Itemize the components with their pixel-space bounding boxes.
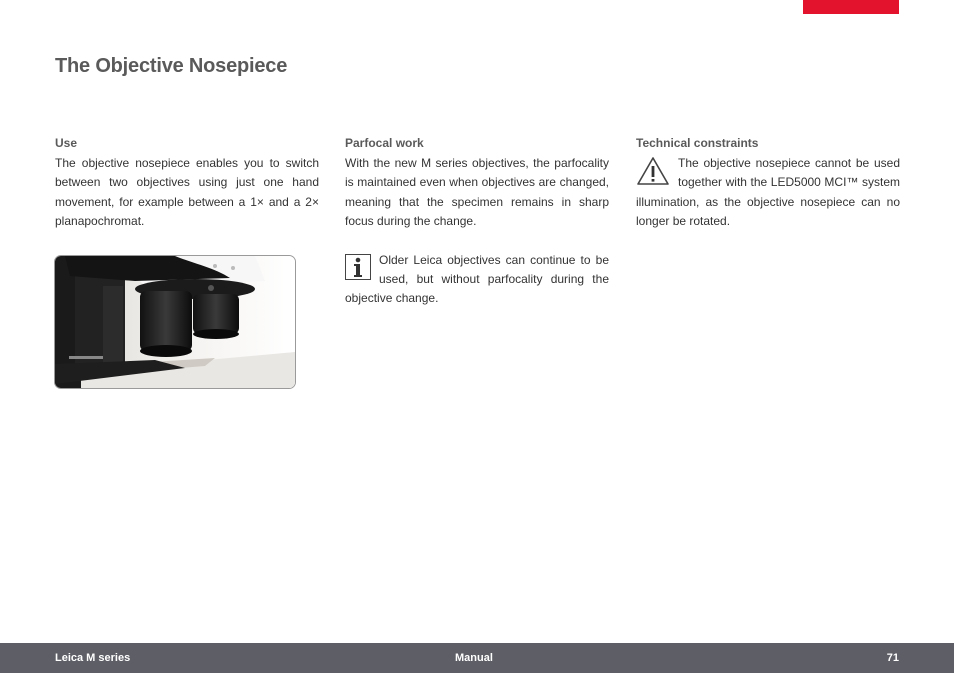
- accent-tab: [803, 0, 899, 14]
- page-title: The Objective Nosepiece: [55, 55, 288, 77]
- parfocal-note-text: Older Leica objectives can continue to be used, but without parfocality during the objective change.: [345, 252, 609, 306]
- use-heading: Use: [55, 136, 78, 150]
- warning-icon: [636, 156, 670, 186]
- info-icon: [345, 254, 371, 280]
- parfocal-heading: Parfocal work: [345, 136, 424, 150]
- use-section: [55, 135, 319, 232]
- technical-text: The objective nosepiece cannot be used together with the LED5000 MCI™ system illumination, as the objective nosepiece can no longer be rotated.: [636, 156, 900, 229]
- page-footer: [0, 643, 954, 673]
- parfocal-note: [345, 251, 609, 309]
- parfocal-section: [345, 135, 609, 309]
- nosepiece-photo: [54, 255, 296, 389]
- technical-section: [636, 135, 900, 232]
- technical-heading: Technical constraints: [636, 136, 759, 150]
- parfocal-text: With the new M series objectives, the parfocality is maintained even when objectives are changed, meaning that the specimen remains in sharp focus during the change.: [345, 156, 609, 229]
- footer-doc-type: Manual: [455, 652, 493, 664]
- microscope-illustration: [55, 256, 295, 388]
- use-text: The objective nosepiece enables you to switch between two objectives using just one hand movement, for example between a 1× and a 2× planapochromat.: [55, 156, 319, 229]
- footer-product: Leica M series: [55, 652, 131, 664]
- page-number: 71: [886, 652, 899, 664]
